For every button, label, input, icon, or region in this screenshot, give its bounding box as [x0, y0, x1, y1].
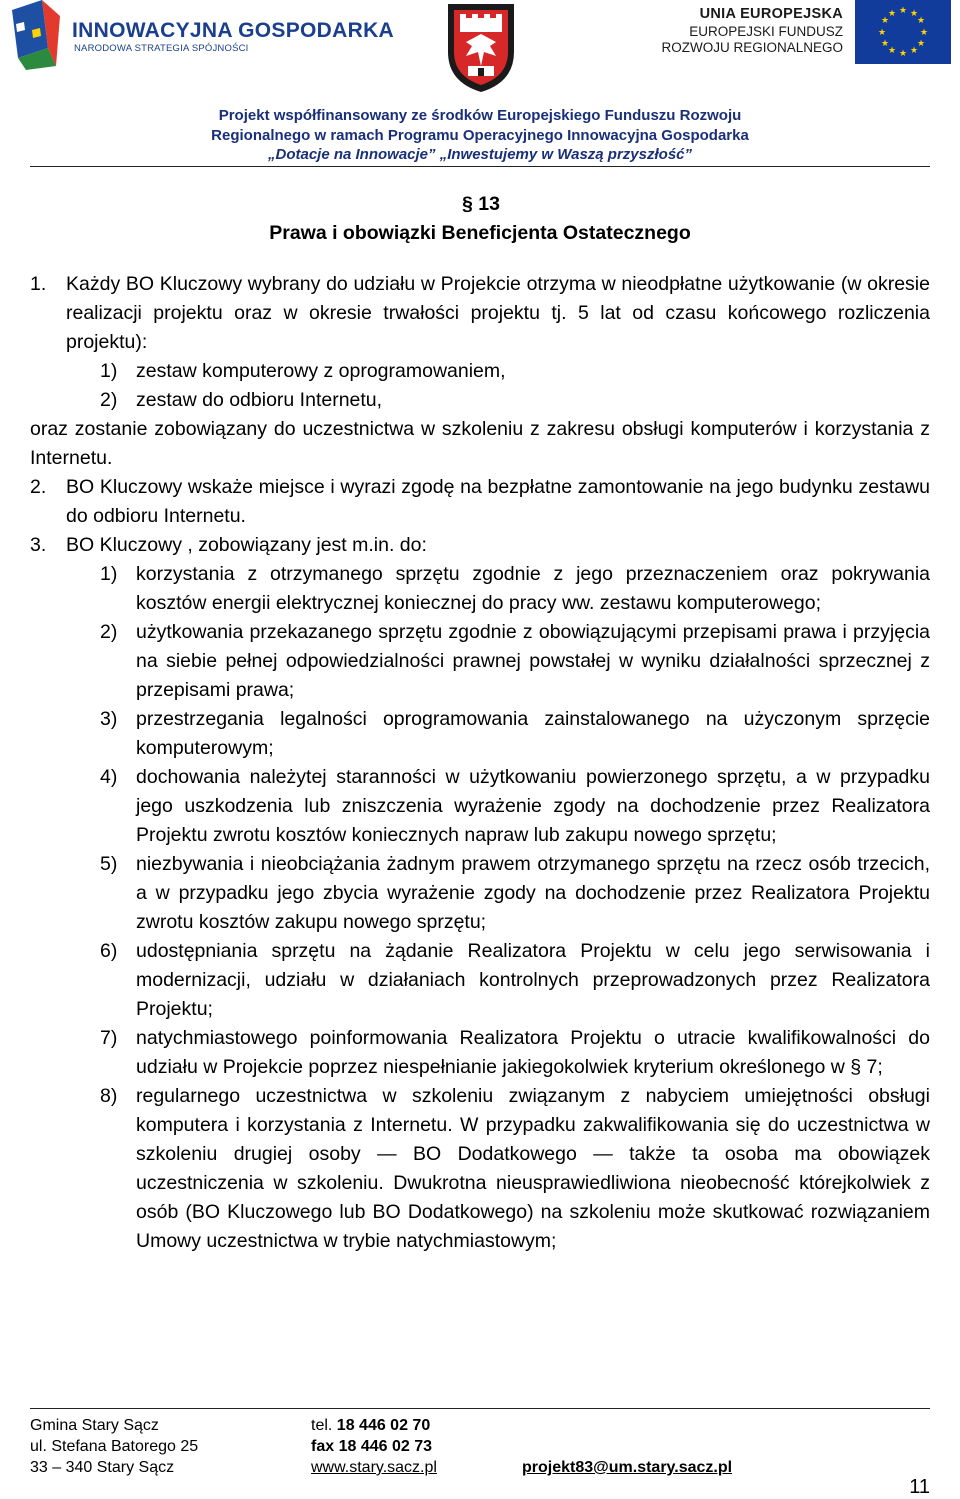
list-marker: 1): [100, 360, 118, 382]
svg-text:★: ★: [909, 9, 919, 19]
project-funding-note: [0, 106, 960, 165]
stary-sacz-crest-icon: [444, 0, 518, 94]
list-text: użytkowania przekazanego sprzętu zgodnie z obowiązującymi przepisami prawa i przyjęcia na siebie pełnej odpowiedzialności prawnej powstałej w wyniku działalności sprzecznej z przepisami prawa;: [136, 621, 930, 701]
eu-line-2: EUROPEJSKI FUNDUSZ: [689, 24, 843, 39]
paragraph-text: BO Kluczowy , zobowiązany jest m.in. do:: [66, 534, 427, 556]
section-title: Prawa i obowiązki Beneficjenta Ostatecznego: [269, 222, 691, 244]
list-marker: 2): [100, 389, 118, 411]
footer-divider: [30, 1408, 930, 1409]
list-item: [30, 386, 930, 415]
list-marker: 3): [100, 708, 118, 730]
list-item: [30, 357, 930, 386]
paragraph-text: Każdy BO Kluczowy wybrany do udziału w Projekcie otrzyma w nieodpłatne użytkowanie (w okresie realizacji projektu oraz w okresie trwałości projektu tj. 5 lat od czasu końcowego rozliczenia projektu):: [66, 273, 930, 353]
document-header: [0, 0, 960, 168]
list-marker: 7): [100, 1027, 118, 1049]
list-item: [30, 763, 930, 850]
header-line-2: Regionalnego w ramach Programu Operacyjnego Innowacyjna Gospodarka: [211, 126, 749, 144]
eu-line-3: ROZWOJU REGIONALNEGO: [661, 40, 843, 55]
list-marker: 4): [100, 766, 118, 788]
paragraph-1-continuation: oraz zostanie zobowiązany do uczestnictwa w szkoleniu z zakresu obsługi komputerów i korzystania z Internetu.: [30, 418, 930, 469]
list-item: [30, 705, 930, 763]
list-marker: 5): [100, 853, 118, 875]
list-marker: 2): [100, 621, 118, 643]
list-text: niezbywania i nieobciążania żadnym prawem otrzymanego sprzętu na rzecz osób trzecich, a w przypadku jego zbycia wyrażenie zgody na dochodzenie przez Realizatora Projektu zwrotu kosztów zakupu nowego sprzętu;: [136, 853, 930, 933]
footer-contact: [311, 1415, 437, 1478]
footer-tel: 18 446 02 70: [336, 1417, 431, 1434]
header-line-3: „Dotacje na Innowacje” „Inwestujemy w Waszą przyszłość”: [267, 146, 693, 163]
svg-text:★: ★: [916, 16, 926, 26]
footer-address: [30, 1415, 198, 1478]
list-text: zestaw komputerowy z oprogramowaniem,: [136, 360, 506, 382]
innowacyjna-gospodarka-logo-icon: [8, 0, 64, 70]
footer-fax: fax 18 446 02 73: [311, 1438, 432, 1455]
document-body: [30, 190, 930, 1256]
svg-text:★: ★: [877, 28, 887, 38]
paragraph-marker: 1.: [30, 273, 47, 295]
footer-email-col: [522, 1415, 732, 1478]
list-text: przestrzegania legalności oprogramowania zainstalowanego na użyczonym sprzęcie komputerowym;: [136, 708, 930, 759]
svg-text:★: ★: [880, 39, 890, 49]
list-item: [30, 1024, 930, 1082]
eu-line-1: UNIA EUROPEJSKA: [699, 6, 843, 22]
footer-website-link[interactable]: www.stary.sacz.pl: [311, 1459, 437, 1476]
svg-text:★: ★: [898, 49, 908, 59]
svg-text:★: ★: [909, 46, 919, 56]
list-marker: 6): [100, 940, 118, 962]
paragraph-text: BO Kluczowy wskaże miejsce i wyrazi zgodę na bezpłatne zamontowanie na jego budynku zestawu do odbioru Internetu.: [66, 476, 930, 527]
list-item: [30, 1082, 930, 1256]
svg-text:★: ★: [898, 6, 908, 16]
list-marker: 8): [100, 1085, 118, 1107]
ig-logo-subtitle: NARODOWA STRATEGIA SPÓJNOŚCI: [74, 43, 249, 54]
list-item: [30, 560, 930, 618]
page-number: 11: [909, 1476, 930, 1498]
svg-text:★: ★: [919, 28, 929, 38]
list-item: [30, 937, 930, 1024]
list-marker: 1): [100, 563, 118, 585]
svg-text:★: ★: [887, 9, 897, 19]
paragraph-3: [30, 531, 930, 560]
svg-text:★: ★: [880, 16, 890, 26]
svg-text:★: ★: [916, 39, 926, 49]
list-text: korzystania z otrzymanego sprzętu zgodnie z jego przeznaczeniem oraz pokrywania kosztów energii elektrycznej koniecznej do pracy ww. zestawu komputerowego;: [136, 563, 930, 614]
footer-city: 33 – 340 Stary Sącz: [30, 1459, 175, 1476]
list-text: zestaw do odbioru Internetu,: [136, 389, 383, 411]
eu-logo-text: [661, 6, 843, 55]
paragraph-2: [30, 473, 930, 531]
footer-tel-label: tel.: [311, 1417, 333, 1434]
footer-email-link[interactable]: projekt83@um.stary.sacz.pl: [522, 1459, 733, 1476]
ig-logo-title: INNOWACYJNA GOSPODARKA: [72, 19, 395, 42]
header-line-1: Projekt współfinansowany ze środków Europejskiego Funduszu Rozwoju: [218, 107, 742, 124]
paragraph-marker: 2.: [30, 476, 47, 498]
list-text: dochowania należytej staranności w użytkowaniu powierzonego sprzętu, a w przypadku jego uszkodzenia lub zniszczenia wyrażenie zgody na dochodzenie przez Realizatora Projektu zwrotu kosztów koniecznych napraw lub zakupu nowego sprzętu;: [136, 766, 930, 846]
paragraph-1: [30, 270, 930, 357]
list-item: [30, 850, 930, 937]
eu-flag-icon: [855, 0, 951, 64]
svg-text:★: ★: [887, 46, 897, 56]
section-number: § 13: [462, 193, 500, 215]
footer-org: Gmina Stary Sącz: [30, 1417, 159, 1434]
innowacyjna-gospodarka-logo: [8, 0, 395, 70]
paragraph-marker: 3.: [30, 534, 47, 556]
eu-logo: [650, 0, 955, 70]
list-text: udostępniania sprzętu na żądanie Realizatora Projektu w celu jego serwisowania i modernizacji, udziału w działaniach kontrolnych przeprowadzonych przez Realizatora Projektu;: [136, 940, 930, 1020]
header-divider: [30, 166, 930, 167]
document-footer: [0, 1402, 960, 1498]
section-heading: [30, 190, 930, 248]
footer-phone: [311, 1415, 437, 1436]
list-item: [30, 618, 930, 705]
footer-street: ul. Stefana Batorego 25: [30, 1438, 199, 1455]
list-text: natychmiastowego poinformowania Realizatora Projektu o utracie kwalifikowalności do udziału w Projekcie poprzez niespełnianie jakiegokolwiek kryterium określonego w § 7;: [136, 1027, 930, 1078]
list-text: regularnego uczestnictwa w szkoleniu związanym z nabyciem umiejętności obsługi komputera i korzystania z Internetu. W przypadku zakwalifikowania się do uczestnictwa w szkoleniu drugiej osoby — BO Dodatkowego — także ta osoba ma obowiązek uczestniczenia w szkoleniu. Dwukrotna nieusprawiedliwiona nieobecność którejkolwiek z osób (BO Kluczowego lub BO Dodatkowego) na szkoleniu może skutkować rozwiązaniem Umowy uczestnictwa w trybie natychmiastowym;: [136, 1085, 930, 1252]
